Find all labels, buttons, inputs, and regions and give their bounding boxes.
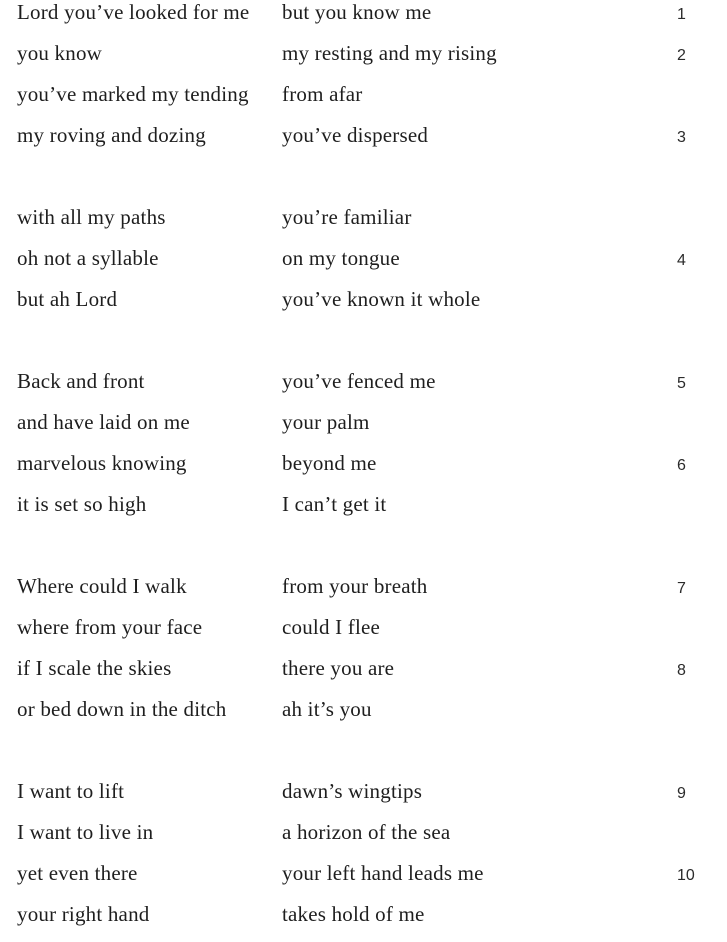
poem-line-right-text: I can’t get it (282, 492, 387, 516)
poem-line-left-text: oh not a syllable (17, 246, 159, 270)
poem-line-right-text: you’ve dispersed (282, 123, 429, 147)
poem-line (0, 607, 727, 648)
stanza (0, 197, 727, 320)
poem-line-right-text: from afar (282, 82, 363, 106)
verse-number: 2 (677, 47, 686, 64)
poem-line-right-text: my resting and my rising (282, 41, 497, 65)
poem-line-left-text: it is set so high (17, 492, 147, 516)
stanza (0, 566, 727, 730)
poem-line-right-text: your palm (282, 410, 370, 434)
verse-number: 10 (677, 867, 695, 884)
poem-line-left-text: with all my paths (17, 205, 166, 229)
poem-line-right-text: you’re familiar (282, 205, 412, 229)
poem-line-left-text: if I scale the skies (17, 656, 172, 680)
poem-line-left-text: yet even there (17, 861, 138, 885)
poem-line-right-text: from your breath (282, 574, 428, 598)
poem-line (0, 812, 727, 853)
verse-number: 3 (677, 129, 686, 146)
poem-line-right-text: on my tongue (282, 246, 400, 270)
verse-number: 4 (677, 252, 686, 269)
verse-number: 7 (677, 580, 686, 597)
poem-line (0, 853, 727, 894)
poem-line-left-text: Where could I walk (17, 574, 187, 598)
poem-line-left-text: but ah Lord (17, 287, 118, 311)
poem-line-left-text: you’ve marked my tending (17, 82, 249, 106)
poem-line-left-text: Lord you’ve looked for me (17, 0, 250, 24)
poem-line (0, 443, 727, 484)
verse-number: 9 (677, 785, 686, 802)
poem-line-left-text: marvelous knowing (17, 451, 187, 475)
poem-line (0, 689, 727, 730)
poem-line (0, 894, 727, 935)
poem-line-left-text: I want to live in (17, 820, 154, 844)
poem-line (0, 33, 727, 74)
poem-line-left-text: my roving and dozing (17, 123, 206, 147)
verse-number: 5 (677, 375, 686, 392)
poem-line-right-text: beyond me (282, 451, 377, 475)
poem-line-right-text: could I flee (282, 615, 381, 639)
poem-line-right-text: a horizon of the sea (282, 820, 451, 844)
poem-line-right-text: your left hand leads me (282, 861, 484, 885)
poem-line (0, 361, 727, 402)
poem-line (0, 74, 727, 115)
stanza (0, 0, 727, 156)
poem-line-right-text: you’ve known it whole (282, 287, 481, 311)
stanza (0, 361, 727, 525)
verse-number: 8 (677, 662, 686, 679)
poem-line (0, 484, 727, 525)
poem-line-right-text: dawn’s wingtips (282, 779, 423, 803)
poem-line (0, 238, 727, 279)
stanza (0, 771, 727, 935)
poem-line (0, 115, 727, 156)
poem-line-left-text: or bed down in the ditch (17, 697, 227, 721)
poem-line (0, 402, 727, 443)
poem-line (0, 771, 727, 812)
poem-line-left-text: I want to lift (17, 779, 125, 803)
poem-line (0, 0, 727, 33)
poem-line-right-text: ah it’s you (282, 697, 372, 721)
poem-line (0, 648, 727, 689)
poem-line-left-text: you know (17, 41, 103, 65)
poem-line-right-text: there you are (282, 656, 395, 680)
poem-line-right-text: takes hold of me (282, 902, 425, 926)
poem-line-left-text: Back and front (17, 369, 145, 393)
verse-number: 1 (677, 6, 686, 23)
poem-line-right-text: you’ve fenced me (282, 369, 436, 393)
poem-line-left-text: and have laid on me (17, 410, 190, 434)
verse-number: 6 (677, 457, 686, 474)
poem-line-left-text: your right hand (17, 902, 150, 926)
poem-line (0, 566, 727, 607)
poem-line-left-text: where from your face (17, 615, 203, 639)
poem-line (0, 279, 727, 320)
poem-line (0, 197, 727, 238)
poem-line-right-text: but you know me (282, 0, 432, 24)
